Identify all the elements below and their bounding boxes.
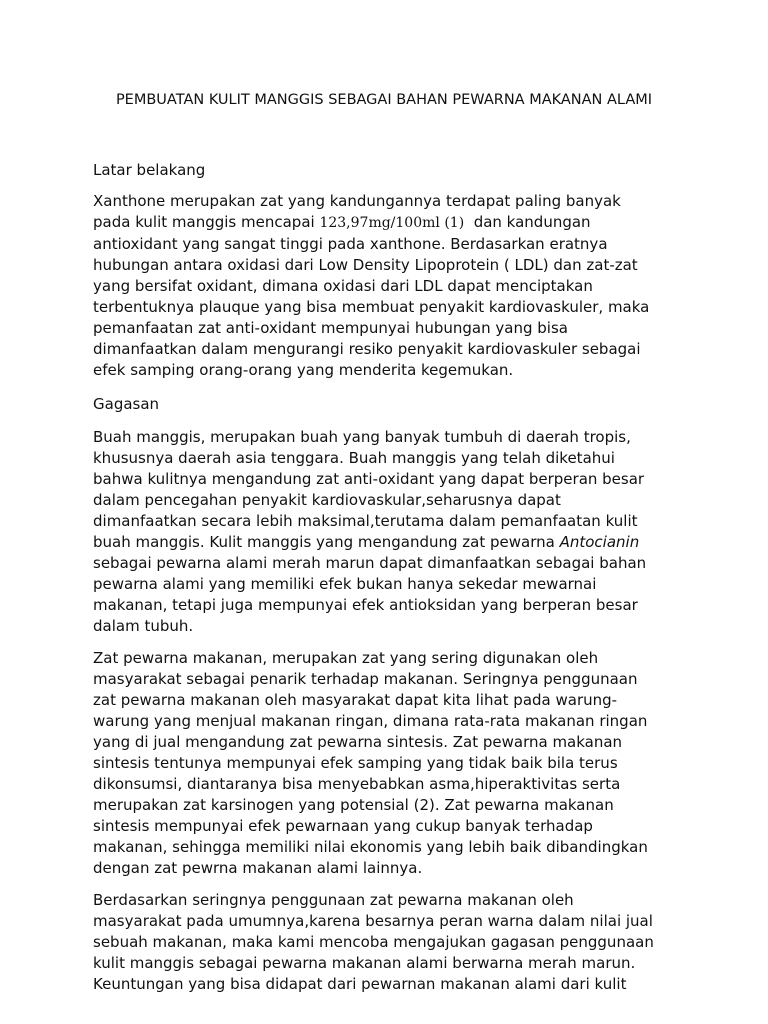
text-line: pemanfaatan zat anti-oxidant mempunyai hubungan yang bisa [93, 319, 568, 337]
document-title: PEMBUATAN KULIT MANGGIS SEBAGAI BAHAN PEWARNA MAKANAN ALAMI [115, 92, 653, 108]
text-line: yang di jual mengandung zat pewarna sintesis. Zat pewarna makanan [93, 733, 623, 751]
text-line: makanan, sehingga memiliki nilai ekonomis yang lebih baik dibandingkan [93, 838, 648, 856]
text-line [93, 212, 693, 234]
text-fragment: buah manggis. Kulit manggis yang mengandung zat pewarna [93, 533, 560, 551]
text-line: Zat pewarna makanan, merupakan zat yang sering digunakan oleh [93, 649, 599, 667]
text-line: pewarna alami yang memiliki efek bukan hanya sekedar mewarnai [93, 575, 597, 593]
text-line: Keuntungan yang bisa didapat dari pewarnan makanan alami dari kulit [93, 975, 627, 993]
text-line: merupakan zat karsinogen yang potensial (2). Zat pewarna makanan [93, 796, 614, 814]
text-line: sintesis tentunya mempunyai efek samping yang tidak baik bila terus [93, 754, 618, 772]
paragraph-latar-belakang [93, 191, 693, 381]
paragraph-gagasan-2 [93, 648, 693, 879]
paragraph-gagasan-3 [93, 890, 693, 995]
text-line: sebagai pewarna alami merah marun dapat dimanfaatkan sebagai bahan [93, 554, 647, 572]
text-fragment: pada kulit manggis mencapai [93, 213, 320, 231]
text-line: dalam pencegahan penyakit kardiovaskular,seharusnya dapat [93, 491, 561, 509]
text-line: sebuah makanan, maka kami mencoba mengajukan gagasan penggunaan [93, 933, 654, 951]
text-line: kulit manggis sebagai pewarna makanan alami berwarna merah marun. [93, 954, 636, 972]
text-line: sintesis mempunyai efek pewarnaan yang cukup banyak terhadap [93, 817, 593, 835]
text-line: dalam tubuh. [93, 617, 194, 635]
heading-gagasan: Gagasan [93, 395, 160, 413]
text-line [93, 532, 693, 553]
text-line: antioxidant yang sangat tinggi pada xanthone. Berdasarkan eratnya [93, 235, 608, 253]
text-line: masyarakat sebagai penarik terhadap makanan. Seringnya penggunaan [93, 670, 638, 688]
text-line: warung yang menjual makanan ringan, dimana rata-rata makanan ringan [93, 712, 648, 730]
text-line: hubungan antara oxidasi dari Low Density Lipoprotein ( LDL) dan zat-zat [93, 256, 638, 274]
measurement-value: 123,97mg/100ml (1) [319, 215, 465, 231]
text-line: terbentuknya plauque yang bisa membuat penyakit kardiovaskuler, maka [93, 298, 650, 316]
italic-term: Antocianin [559, 533, 640, 551]
text-line: dimanfaatkan dalam mengurangi resiko penyakit kardiovaskuler sebagai [93, 340, 641, 358]
text-line: Xanthone merupakan zat yang kandungannya terdapat paling banyak [93, 192, 621, 210]
text-line: makanan, tetapi juga mempunyai efek antioksidan yang berperan besar [93, 596, 638, 614]
text-line: dengan zat pewrna makanan alami lainnya. [93, 859, 423, 877]
text-fragment: dan kandungan [464, 213, 591, 231]
paragraph-gagasan-1 [93, 427, 693, 637]
text-line: Buah manggis, merupakan buah yang banyak tumbuh di daerah tropis, [93, 428, 631, 446]
text-line: zat pewarna makanan oleh masyarakat dapat kita lihat pada warung- [93, 691, 618, 709]
text-line: masyarakat pada umumnya,karena besarnya peran warna dalam nilai jual [93, 912, 653, 930]
text-line: efek samping orang-orang yang menderita kegemukan. [93, 361, 514, 379]
text-line: Berdasarkan seringnya penggunaan zat pewarna makanan oleh [93, 891, 574, 909]
heading-latar-belakang: Latar belakang [93, 161, 206, 179]
text-line: khususnya daerah asia tenggara. Buah manggis yang telah diketahui [93, 449, 615, 467]
text-line: bahwa kulitnya mengandung zat anti-oxidant yang dapat berperan besar [93, 470, 645, 488]
text-line: yang bersifat oxidant, dimana oxidasi dari LDL dapat menciptakan [93, 277, 593, 295]
text-line: dimanfaatkan secara lebih maksimal,terutama dalam pemanfaatan kulit [93, 512, 638, 530]
text-line: dikonsumsi, diantaranya bisa menyebabkan asma,hiperaktivitas serta [93, 775, 621, 793]
